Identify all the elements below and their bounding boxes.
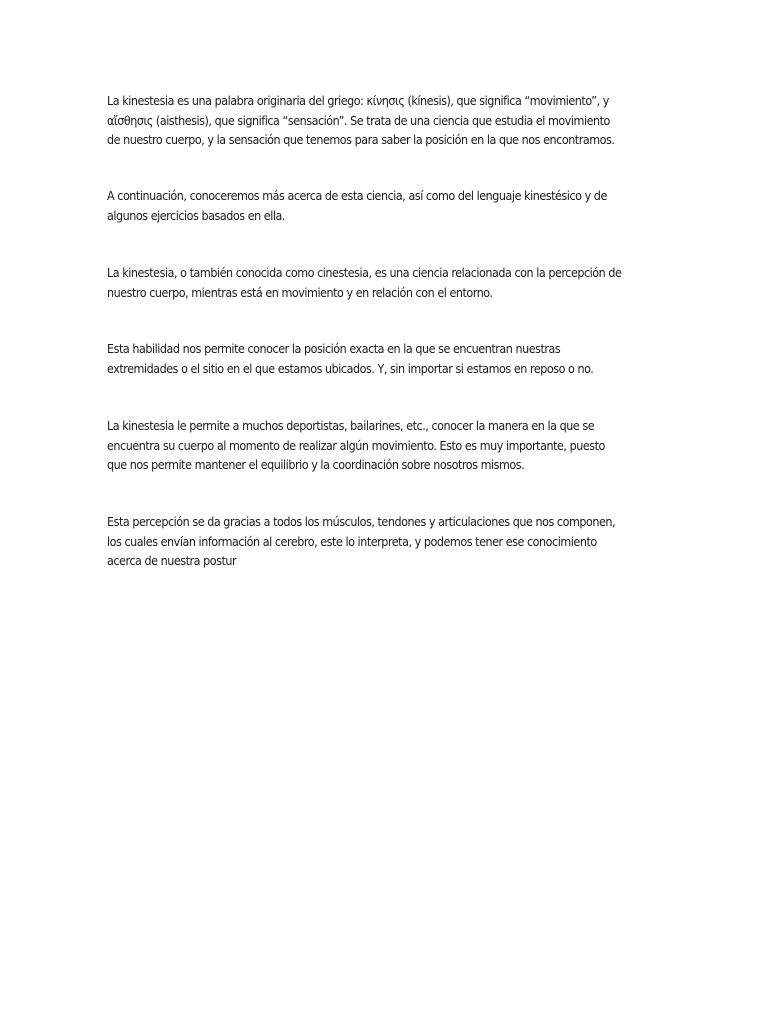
paragraph-cinestesia <box>107 263 667 302</box>
text-line: algunos ejercicios basados en ella. <box>107 207 285 223</box>
text-line: La kinestesia, o también conocida como cinestesia, es una ciencia relacionada con la percepción de <box>107 265 622 280</box>
text-line: de nuestro cuerpo, y la sensación que tenemos para saber la posición en la que nos encontramos. <box>107 132 615 147</box>
text-line: que nos permite mantener el equilibrio y la coordinación sobre nosotros mismos. <box>107 457 525 472</box>
text-line: extremidades o el sitio en el que estamos ubicados. Y, sin importar si estamos en reposo o no. <box>107 360 594 376</box>
paragraph-habilidad <box>107 339 667 378</box>
text-line: los cuales envían información al cerebro, este lo interpreta, y podemos tener ese conocimiento <box>107 533 597 549</box>
paragraph-percepcion <box>107 512 667 571</box>
paragraph-introduction <box>107 186 667 225</box>
text-line: La kinestesia es una palabra originaria del griego: κίνησις (kínesis), que significa “movimiento”, y <box>107 93 609 108</box>
text-line: La kinestesia le permite a muchos deportistas, bailarines, etc., conocer la manera en la que se <box>107 418 595 433</box>
text-line: acerca de nuestra postur <box>107 553 237 568</box>
paragraph-deportistas <box>107 416 667 475</box>
text-line: αἴσθησις (aisthesis), que significa “sensación”. Se trata de una ciencia que estudia el movimiento <box>107 112 610 128</box>
text-line: nuestro cuerpo, mientras está en movimiento y en relación con el entorno. <box>107 284 493 300</box>
text-line: Esta habilidad nos permite conocer la posición exacta en la que se encuentran nuestras <box>107 341 561 356</box>
text-line: Esta percepción se da gracias a todos los músculos, tendones y articulaciones que nos componen, <box>107 514 616 529</box>
text-line: encuentra su cuerpo al momento de realizar algún movimiento. Esto es muy importante, puesto <box>107 437 605 453</box>
text-line: A continuación, conoceremos más acerca de esta ciencia, así como del lenguaje kinestésico y de <box>107 188 607 203</box>
paragraph-kinestesia-definition <box>107 91 667 150</box>
